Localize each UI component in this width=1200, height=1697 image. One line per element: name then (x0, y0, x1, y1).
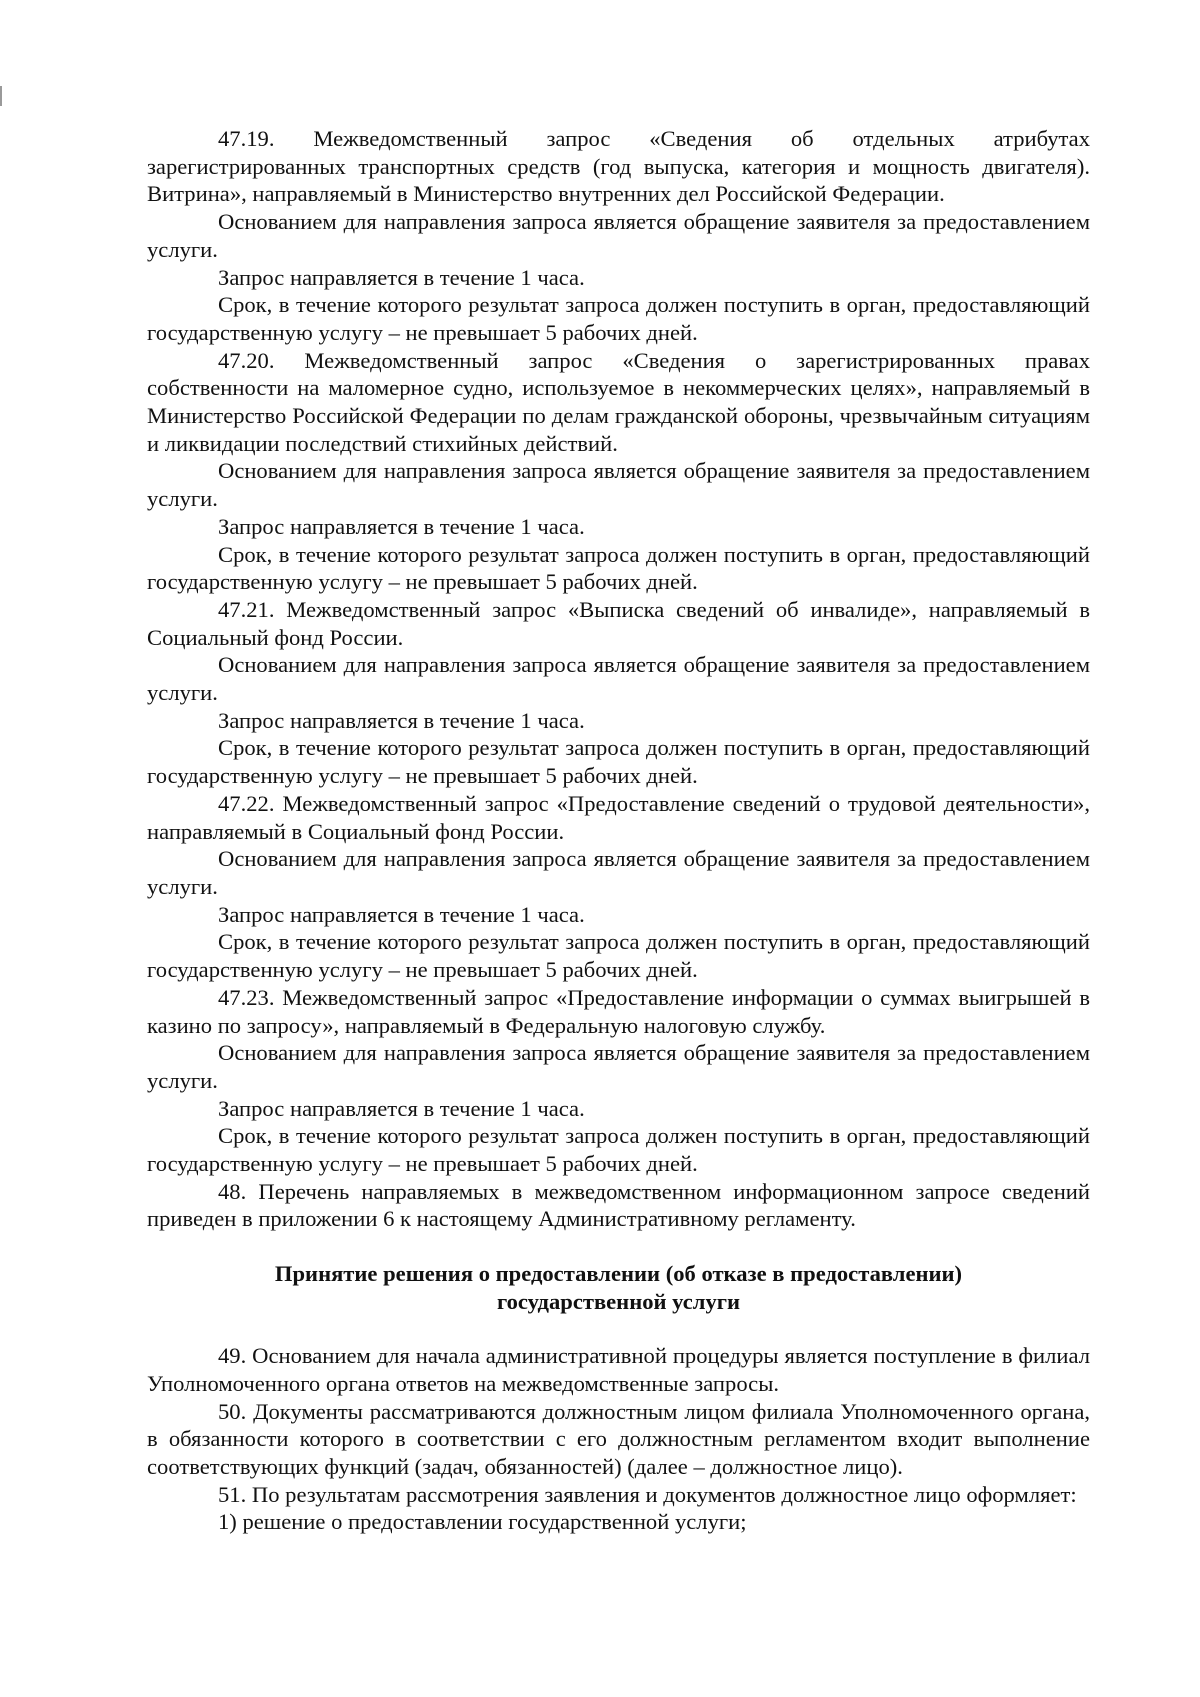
list-item-1: 1) решение о предоставлении государственной услуги; (218, 1509, 747, 1535)
section-heading-line-1: Принятие решения о предоставлении (об отказе в предоставлении) (274, 1261, 963, 1287)
paragraph-deadline: Срок, в течение которого результат запроса должен поступить в орган, предоставляющий государственную услугу – не превышает 5 рабочих дней. (147, 929, 1090, 983)
paragraph-47-19: 47.19. Межведомственный запрос «Сведения об отдельных атрибутах зарегистрированных транспортных средств (год выпуска, категория и мощность двигателя). Витрина», направляемый в Министерство внутренних дел Российской Федерации. (147, 126, 1090, 207)
section-heading-line-2: государственной услуги (496, 1289, 741, 1315)
paragraph-timing: Запрос направляется в течение 1 часа. (218, 264, 585, 290)
paragraph-timing: Запрос направляется в течение 1 часа. (218, 1095, 585, 1121)
paragraph-48: 48. Перечень направляемых в межведомственном информационном запросе сведений приведен в приложении 6 к настоящему Административному регламенту. (147, 1178, 1090, 1232)
paragraph-deadline: Срок, в течение которого результат запроса должен поступить в орган, предоставляющий государственную услугу – не превышает 5 рабочих дней. (147, 735, 1090, 789)
scan-edge-mark (0, 86, 2, 106)
paragraph-47-22: 47.22. Межведомственный запрос «Предоставление сведений о трудовой деятельности», направляемый в Социальный фонд России. (147, 790, 1090, 844)
paragraph-timing: Запрос направляется в течение 1 часа. (218, 513, 585, 539)
paragraph-timing: Запрос направляется в течение 1 часа. (218, 901, 585, 927)
paragraph-basis: Основанием для направления запроса является обращение заявителя за предоставлением услуги. (147, 1040, 1090, 1093)
paragraph-49: 49. Основанием для начала административной процедуры является поступление в филиал Уполномоченного органа ответов на межведомственные запросы. (147, 1343, 1090, 1396)
paragraph-basis: Основанием для направления запроса является обращение заявителя за предоставлением услуги. (147, 846, 1090, 899)
section-heading (147, 1260, 1090, 1316)
paragraph-deadline: Срок, в течение которого результат запроса должен поступить в орган, предоставляющий государственную услугу – не превышает 5 рабочих дней. (147, 541, 1090, 595)
paragraph-deadline: Срок, в течение которого результат запроса должен поступить в орган, предоставляющий государственную услугу – не превышает 5 рабочих дней. (147, 292, 1090, 345)
paragraph-basis: Основанием для направления запроса является обращение заявителя за предоставлением услуги. (147, 652, 1090, 706)
paragraph-timing: Запрос направляется в течение 1 часа. (218, 707, 585, 733)
paragraph-51: 51. По результатам рассмотрения заявления и документов должностное лицо оформляет: (218, 1481, 1077, 1507)
paragraph-47-20: 47.20. Межведомственный запрос «Сведения о зарегистрированных правах собственности на маломерное судно, используемое в некоммерческих целях», направляемый в Министерство Российской Федерации по делам гражданской обороны, чрезвычайным ситуациям и ликвидации последствий стихийных действий. (147, 347, 1090, 456)
paragraph-47-21: 47.21. Межведомственный запрос «Выписка сведений об инвалиде», направляемый в Социальный фонд России. (147, 596, 1090, 650)
paragraph-basis: Основанием для направления запроса является обращение заявителя за предоставлением услуги. (147, 209, 1090, 262)
paragraph-50: 50. Документы рассматриваются должностным лицом филиала Уполномоченного органа, в обязанности которого в соответствии с его должностным регламентом входит выполнение соответствующих функций (задач, обязанностей) (далее – должностное лицо). (147, 1398, 1090, 1479)
paragraph-47-23: 47.23. Межведомственный запрос «Предоставление информации о суммах выигрышей в казино по запросу», направляемый в Федеральную налоговую службу. (147, 984, 1090, 1038)
paragraph-deadline: Срок, в течение которого результат запроса должен поступить в орган, предоставляющий государственную услугу – не превышает 5 рабочих дней. (147, 1123, 1090, 1177)
paragraph-basis: Основанием для направления запроса является обращение заявителя за предоставлением услуги. (147, 458, 1090, 512)
document-body (147, 125, 1090, 1536)
